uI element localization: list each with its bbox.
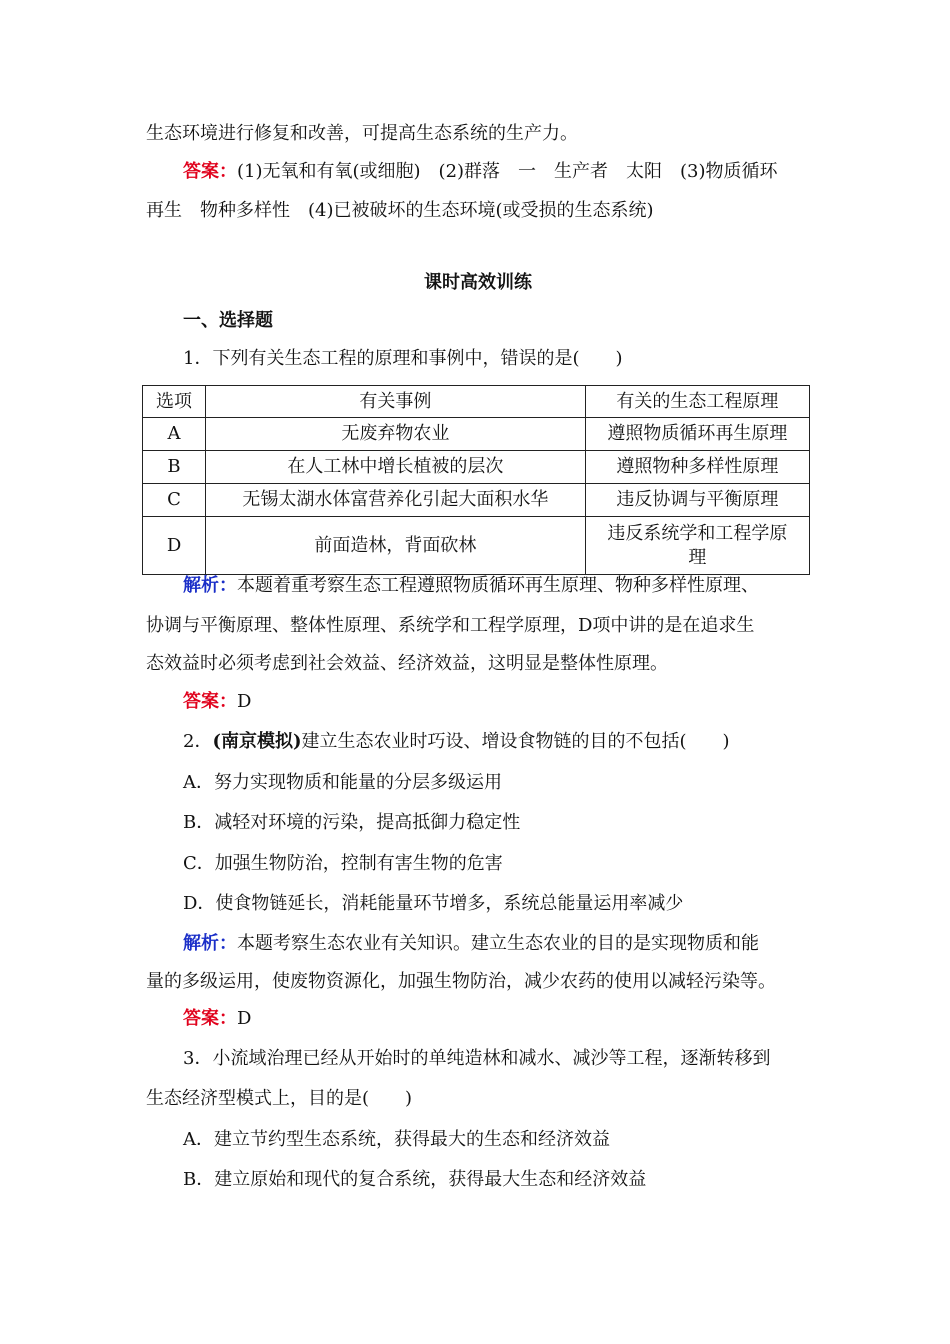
q2-analysis-line-1 [183,932,810,956]
intro-line: 生态环境进行修复和改善，可提高生态系统的生产力。 [146,123,578,144]
table-cell: 无废弃物农业 [206,418,586,451]
q1-stem: 1．下列有关生态工程的原理和事例中，错误的是( ) [183,348,623,369]
table-row [143,451,810,484]
analysis-label: 解析： [183,575,237,596]
cell-line: 违反系统学和工程学原 [607,522,788,544]
table-row [143,484,810,517]
table-cell: D [143,517,206,575]
table-cell: 遵照物种多样性原理 [585,451,809,484]
table-cell: 无锡太湖水体富营养化引起大面积水华 [206,484,586,517]
q1-analysis-line-2: 协调与平衡原理、整体性原理、系统学和工程学原理，D项中讲的是在追求生 [146,615,755,636]
table-header-cell: 选项 [143,386,206,418]
q2-stem [183,730,810,754]
q1-analysis-line-1 [183,574,810,598]
q1-answer [183,690,810,714]
subsection-title: 一、选择题 [183,310,273,331]
table-cell-wrapped [585,517,809,575]
answer-label: 答案： [183,691,237,712]
q3-stem-line-1: 3．小流域治理已经从开始时的单纯造林和减水、减沙等工程，逐渐转移到 [183,1048,771,1069]
q3-stem-line-2: 生态经济型模式上，目的是( ) [146,1088,413,1109]
q3-option-b: B．建立原始和现代的复合系统，获得最大生态和经济效益 [183,1169,647,1190]
section-title: 课时高效训练 [424,272,532,293]
q2-option-d: D．使食物链延长，消耗能量环节增多，系统总能量运用率减少 [183,893,684,914]
q2-number: 2． [183,731,213,752]
analysis-text: 本题着重考察生态工程遵照物质循环再生原理、物种多样性原理、 [237,575,759,596]
prev-answer-line-2: 再生 物种多样性 (4)已被破坏的生态环境(或受损的生态系统) [146,200,654,221]
q2-stem-text: 建立生态农业时巧设、增设食物链的目的不包括( ) [301,731,730,752]
q3-option-a: A．建立节约型生态系统，获得最大的生态和经济效益 [183,1129,610,1150]
cell-line: 理 [688,546,707,568]
q2-option-c: C．加强生物防治，控制有害生物的危害 [183,853,503,874]
table-row [143,418,810,451]
answer-label: 答案： [183,1008,237,1029]
analysis-text: 本题考察生态农业有关知识。建立生态农业的目的是实现物质和能 [237,933,759,954]
table-row [143,517,810,575]
q2-option-a: A．努力实现物质和能量的分层多级运用 [183,772,502,793]
answer-value: D [237,691,252,712]
q2-analysis-line-2: 量的多级运用，使废物资源化，加强生物防治，减少农药的使用以减轻污染等。 [146,971,776,992]
q1-table [142,385,810,575]
table-cell: 违反协调与平衡原理 [585,484,809,517]
table-cell: A [143,418,206,451]
q1-analysis-line-3: 态效益时必须考虑到社会效益、经济效益，这明显是整体性原理。 [146,653,668,674]
table-header-cell: 有关的生态工程原理 [585,386,809,418]
q2-answer [183,1007,810,1031]
analysis-label: 解析： [183,933,237,954]
answer-label: 答案： [183,161,237,182]
table-header-row [143,386,810,418]
table-cell: 前面造林，背面砍林 [206,517,586,575]
table-cell: B [143,451,206,484]
prev-answer-line-1 [183,160,810,184]
answer-value: D [237,1008,252,1029]
table-cell: C [143,484,206,517]
table-header-cell: 有关事例 [206,386,586,418]
prev-answer-text: (1)无氧和有氧(或细胞) (2)群落 一 生产者 太阳 (3)物质循环 [237,161,778,182]
table-cell: 遵照物质循环再生原理 [585,418,809,451]
q2-source: (南京模拟) [212,731,302,752]
table-cell: 在人工林中增长植被的层次 [206,451,586,484]
q2-option-b: B．减轻对环境的污染，提高抵御力稳定性 [183,812,521,833]
